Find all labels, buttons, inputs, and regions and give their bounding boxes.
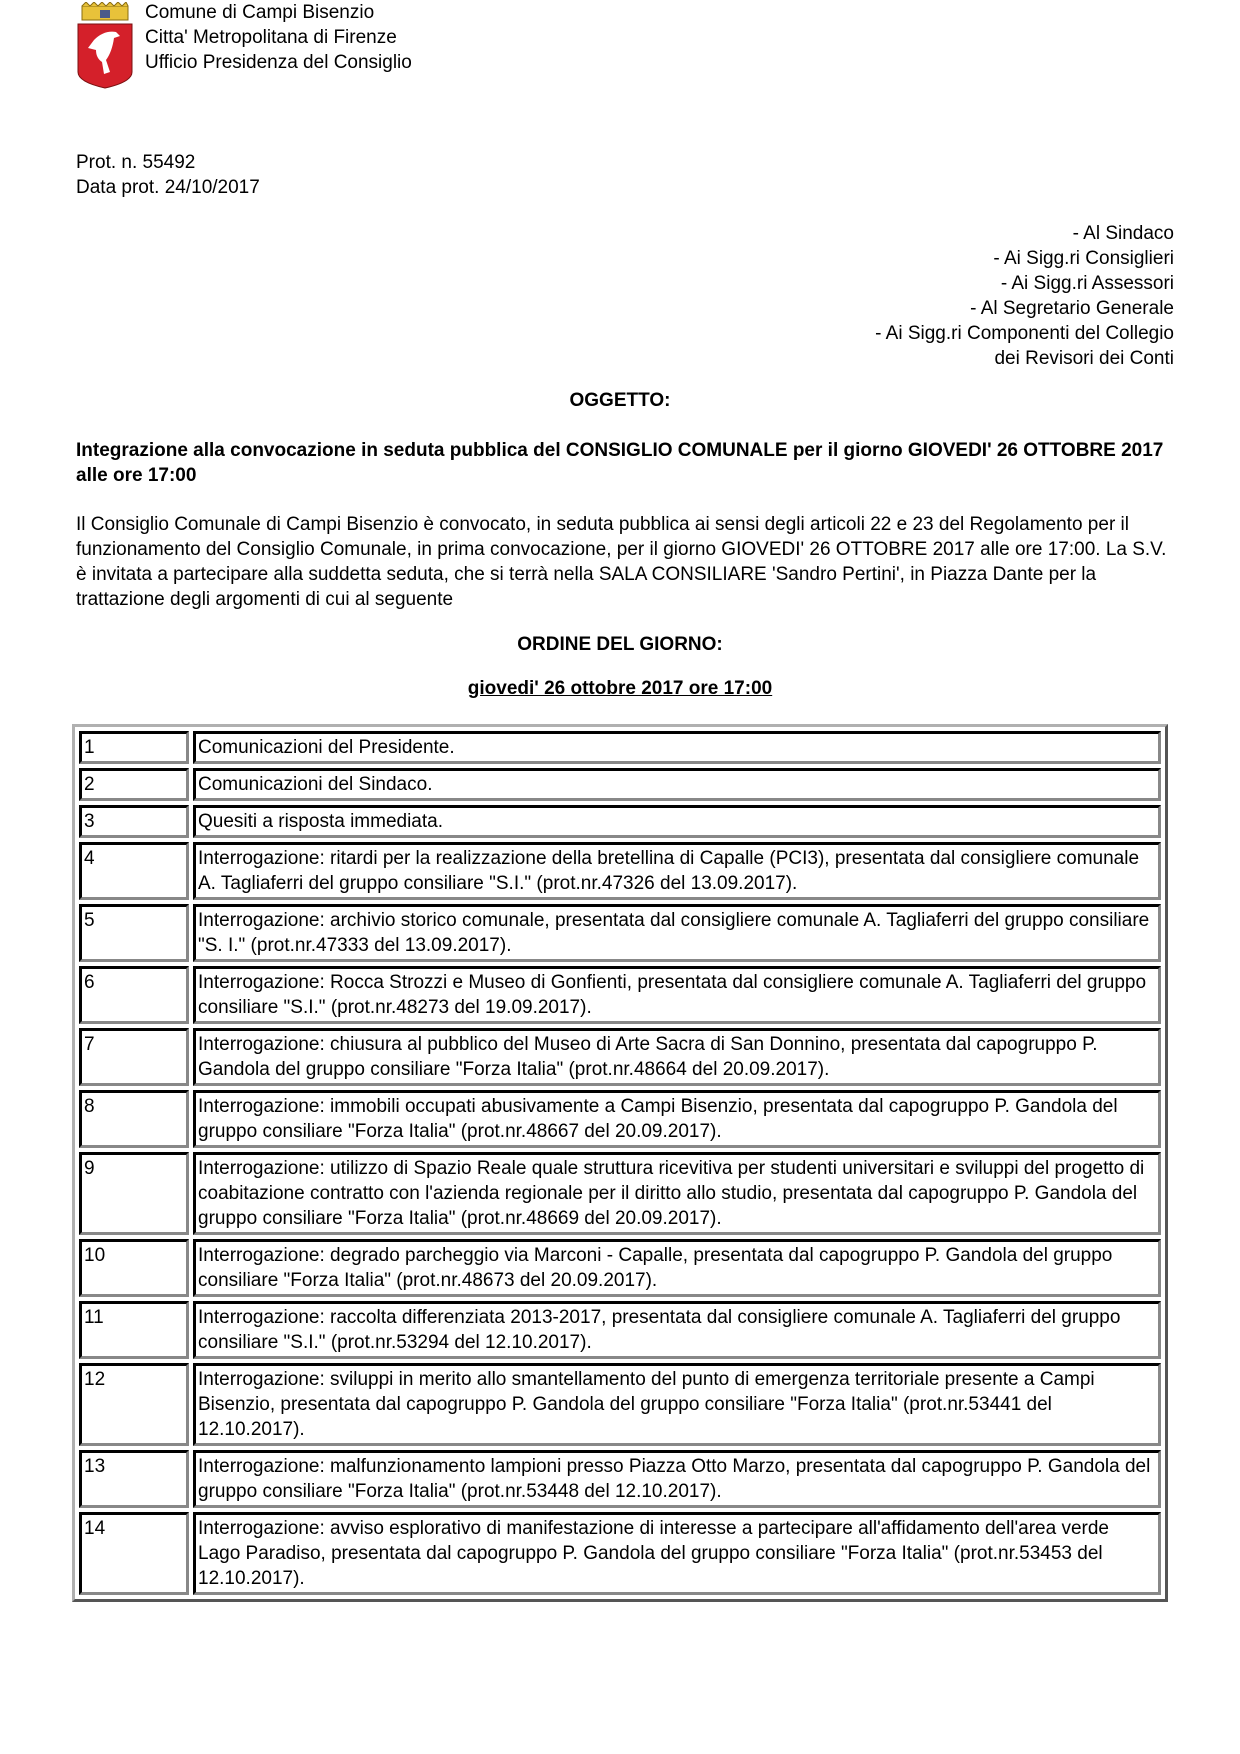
agenda-item-text: Interrogazione: Rocca Strozzi e Museo di Gonfienti, presentata dal consigliere comunale A. Tagliaferri del gruppo consiliare "S.I." (prot.nr.48273 del 19.09.2017). (193, 966, 1161, 1024)
letterhead-line: Citta' Metropolitana di Firenze (145, 27, 397, 48)
recipient: - Ai Sigg.ri Assessori (1000, 273, 1174, 294)
crown-icon (82, 2, 128, 20)
agenda-item-text: Interrogazione: avviso esplorativo di manifestazione di interesse a partecipare all'affidamento dell'area verde Lago Paradiso, presentata dal capogruppo P. Gandola del gruppo consiliare "Forza Italia" (prot.nr.53453 del 12.10.2017). (193, 1512, 1161, 1595)
agenda-row (79, 1239, 1161, 1297)
agenda-item-number: 10 (79, 1239, 189, 1297)
agenda-row (79, 1152, 1161, 1235)
letterhead (145, 0, 412, 75)
recipient: dei Revisori dei Conti (994, 348, 1174, 369)
protocol-number: Prot. n. 55492 (76, 152, 196, 173)
agenda-heading: ORDINE DEL GIORNO: (517, 634, 723, 655)
recipient: - Ai Sigg.ri Consiglieri (993, 248, 1174, 269)
oggetto-heading: OGGETTO: (569, 390, 671, 411)
protocol-info (76, 150, 260, 200)
agenda-item-number: 6 (79, 966, 189, 1024)
agenda-item-text: Interrogazione: archivio storico comunale, presentata dal consigliere comunale A. Tagliaferri del gruppo consiliare "S. I." (prot.nr.47333 del 13.09.2017). (193, 904, 1161, 962)
recipient: - Al Sindaco (1072, 223, 1174, 244)
agenda-item-number: 9 (79, 1152, 189, 1235)
agenda-row (79, 731, 1161, 764)
agenda-item-text: Comunicazioni del Presidente. (193, 731, 1161, 764)
agenda-item-number: 14 (79, 1512, 189, 1595)
agenda-item-text: Quesiti a risposta immediata. (193, 805, 1161, 838)
letterhead-line: Comune di Campi Bisenzio (145, 2, 375, 23)
coat-of-arms-icon (74, 2, 136, 90)
agenda-row (79, 1301, 1161, 1359)
agenda-item-text: Comunicazioni del Sindaco. (193, 768, 1161, 801)
agenda-item-text: Interrogazione: degrado parcheggio via Marconi - Capalle, presentata dal capogruppo P. Gandola del gruppo consiliare "Forza Italia" (prot.nr.48673 del 20.09.2017). (193, 1239, 1161, 1297)
agenda-item-text: Interrogazione: sviluppi in merito allo smantellamento del punto di emergenza territoriale presente a Campi Bisenzio, presentata dal capogruppo P. Gandola del gruppo consiliare "Forza Italia" (prot.nr.53441 del 12.10.2017). (193, 1363, 1161, 1446)
agenda-row (79, 1512, 1161, 1595)
agenda-item-number: 4 (79, 842, 189, 900)
recipient: - Al Segretario Generale (970, 298, 1174, 319)
agenda-table (72, 724, 1168, 1602)
agenda-item-number: 7 (79, 1028, 189, 1086)
agenda-item-number: 8 (79, 1090, 189, 1148)
subject-text: Integrazione alla convocazione in seduta pubblica del CONSIGLIO COMUNALE per il giorno GIOVEDI' 26 OTTOBRE 2017 alle ore 17:00 (76, 440, 1164, 486)
agenda-row (79, 1450, 1161, 1508)
agenda-item-number: 3 (79, 805, 189, 838)
intro-paragraph: Il Consiglio Comunale di Campi Bisenzio è convocato, in seduta pubblica ai sensi degli articoli 22 e 23 del Regolamento per il funzionamento del Consiglio Comunale, in prima convocazione, per il giorno GIOVEDI' 26 OTTOBRE 2017 alle ore 17:00. La S.V. è invitata a partecipare alla suddetta seduta, che si terrà nella SALA CONSILIARE 'Sandro Pertini', in Piazza Dante per la trattazione degli argomenti di cui al seguente (76, 514, 1167, 610)
agenda-item-text: Interrogazione: ritardi per la realizzazione della bretellina di Capalle (PCI3), presentata dal consigliere comunale A. Tagliaferri del gruppo consiliare "S.I." (prot.nr.47326 del 13.09.2017). (193, 842, 1161, 900)
agenda-item-number: 1 (79, 731, 189, 764)
agenda-item-number: 5 (79, 904, 189, 962)
agenda-row (79, 805, 1161, 838)
agenda-item-text: Interrogazione: raccolta differenziata 2013-2017, presentata dal consigliere comunale A. Tagliaferri del gruppo consiliare "S.I." (prot.nr.53294 del 12.10.2017). (193, 1301, 1161, 1359)
session-date: giovedi' 26 ottobre 2017 ore 17:00 (467, 678, 773, 699)
agenda-item-text: Interrogazione: chiusura al pubblico del Museo di Arte Sacra di San Donnino, presentata dal capogruppo P. Gandola del gruppo consiliare "Forza Italia" (prot.nr.48664 del 20.09.2017). (193, 1028, 1161, 1086)
agenda-item-text: Interrogazione: immobili occupati abusivamente a Campi Bisenzio, presentata dal capogruppo P. Gandola del gruppo consiliare "Forza Italia" (prot.nr.48667 del 20.09.2017). (193, 1090, 1161, 1148)
agenda-row (79, 768, 1161, 801)
recipients-list (875, 221, 1174, 371)
agenda-row (79, 842, 1161, 900)
agenda-row (79, 966, 1161, 1024)
agenda-item-number: 2 (79, 768, 189, 801)
agenda-item-text: Interrogazione: malfunzionamento lampioni presso Piazza Otto Marzo, presentata dal capogruppo P. Gandola del gruppo consiliare "Forza Italia" (prot.nr.53448 del 12.10.2017). (193, 1450, 1161, 1508)
agenda-item-number: 12 (79, 1363, 189, 1446)
protocol-date: Data prot. 24/10/2017 (76, 177, 260, 198)
agenda-item-number: 11 (79, 1301, 189, 1359)
agenda-item-text: Interrogazione: utilizzo di Spazio Reale quale struttura ricevitiva per studenti universitari e sviluppi del progetto di coabitazione contratto con l'azienda regionale per il diritto allo studio, presentata dal capogruppo P. Gandola del gruppo consiliare "Forza Italia" (prot.nr.48669 del 20.09.2017). (193, 1152, 1161, 1235)
agenda-row (79, 904, 1161, 962)
agenda-row (79, 1028, 1161, 1086)
agenda-row (79, 1363, 1161, 1446)
agenda-item-number: 13 (79, 1450, 189, 1508)
recipient: - Ai Sigg.ri Componenti del Collegio (875, 323, 1174, 344)
letterhead-line: Ufficio Presidenza del Consiglio (145, 52, 412, 73)
agenda-row (79, 1090, 1161, 1148)
